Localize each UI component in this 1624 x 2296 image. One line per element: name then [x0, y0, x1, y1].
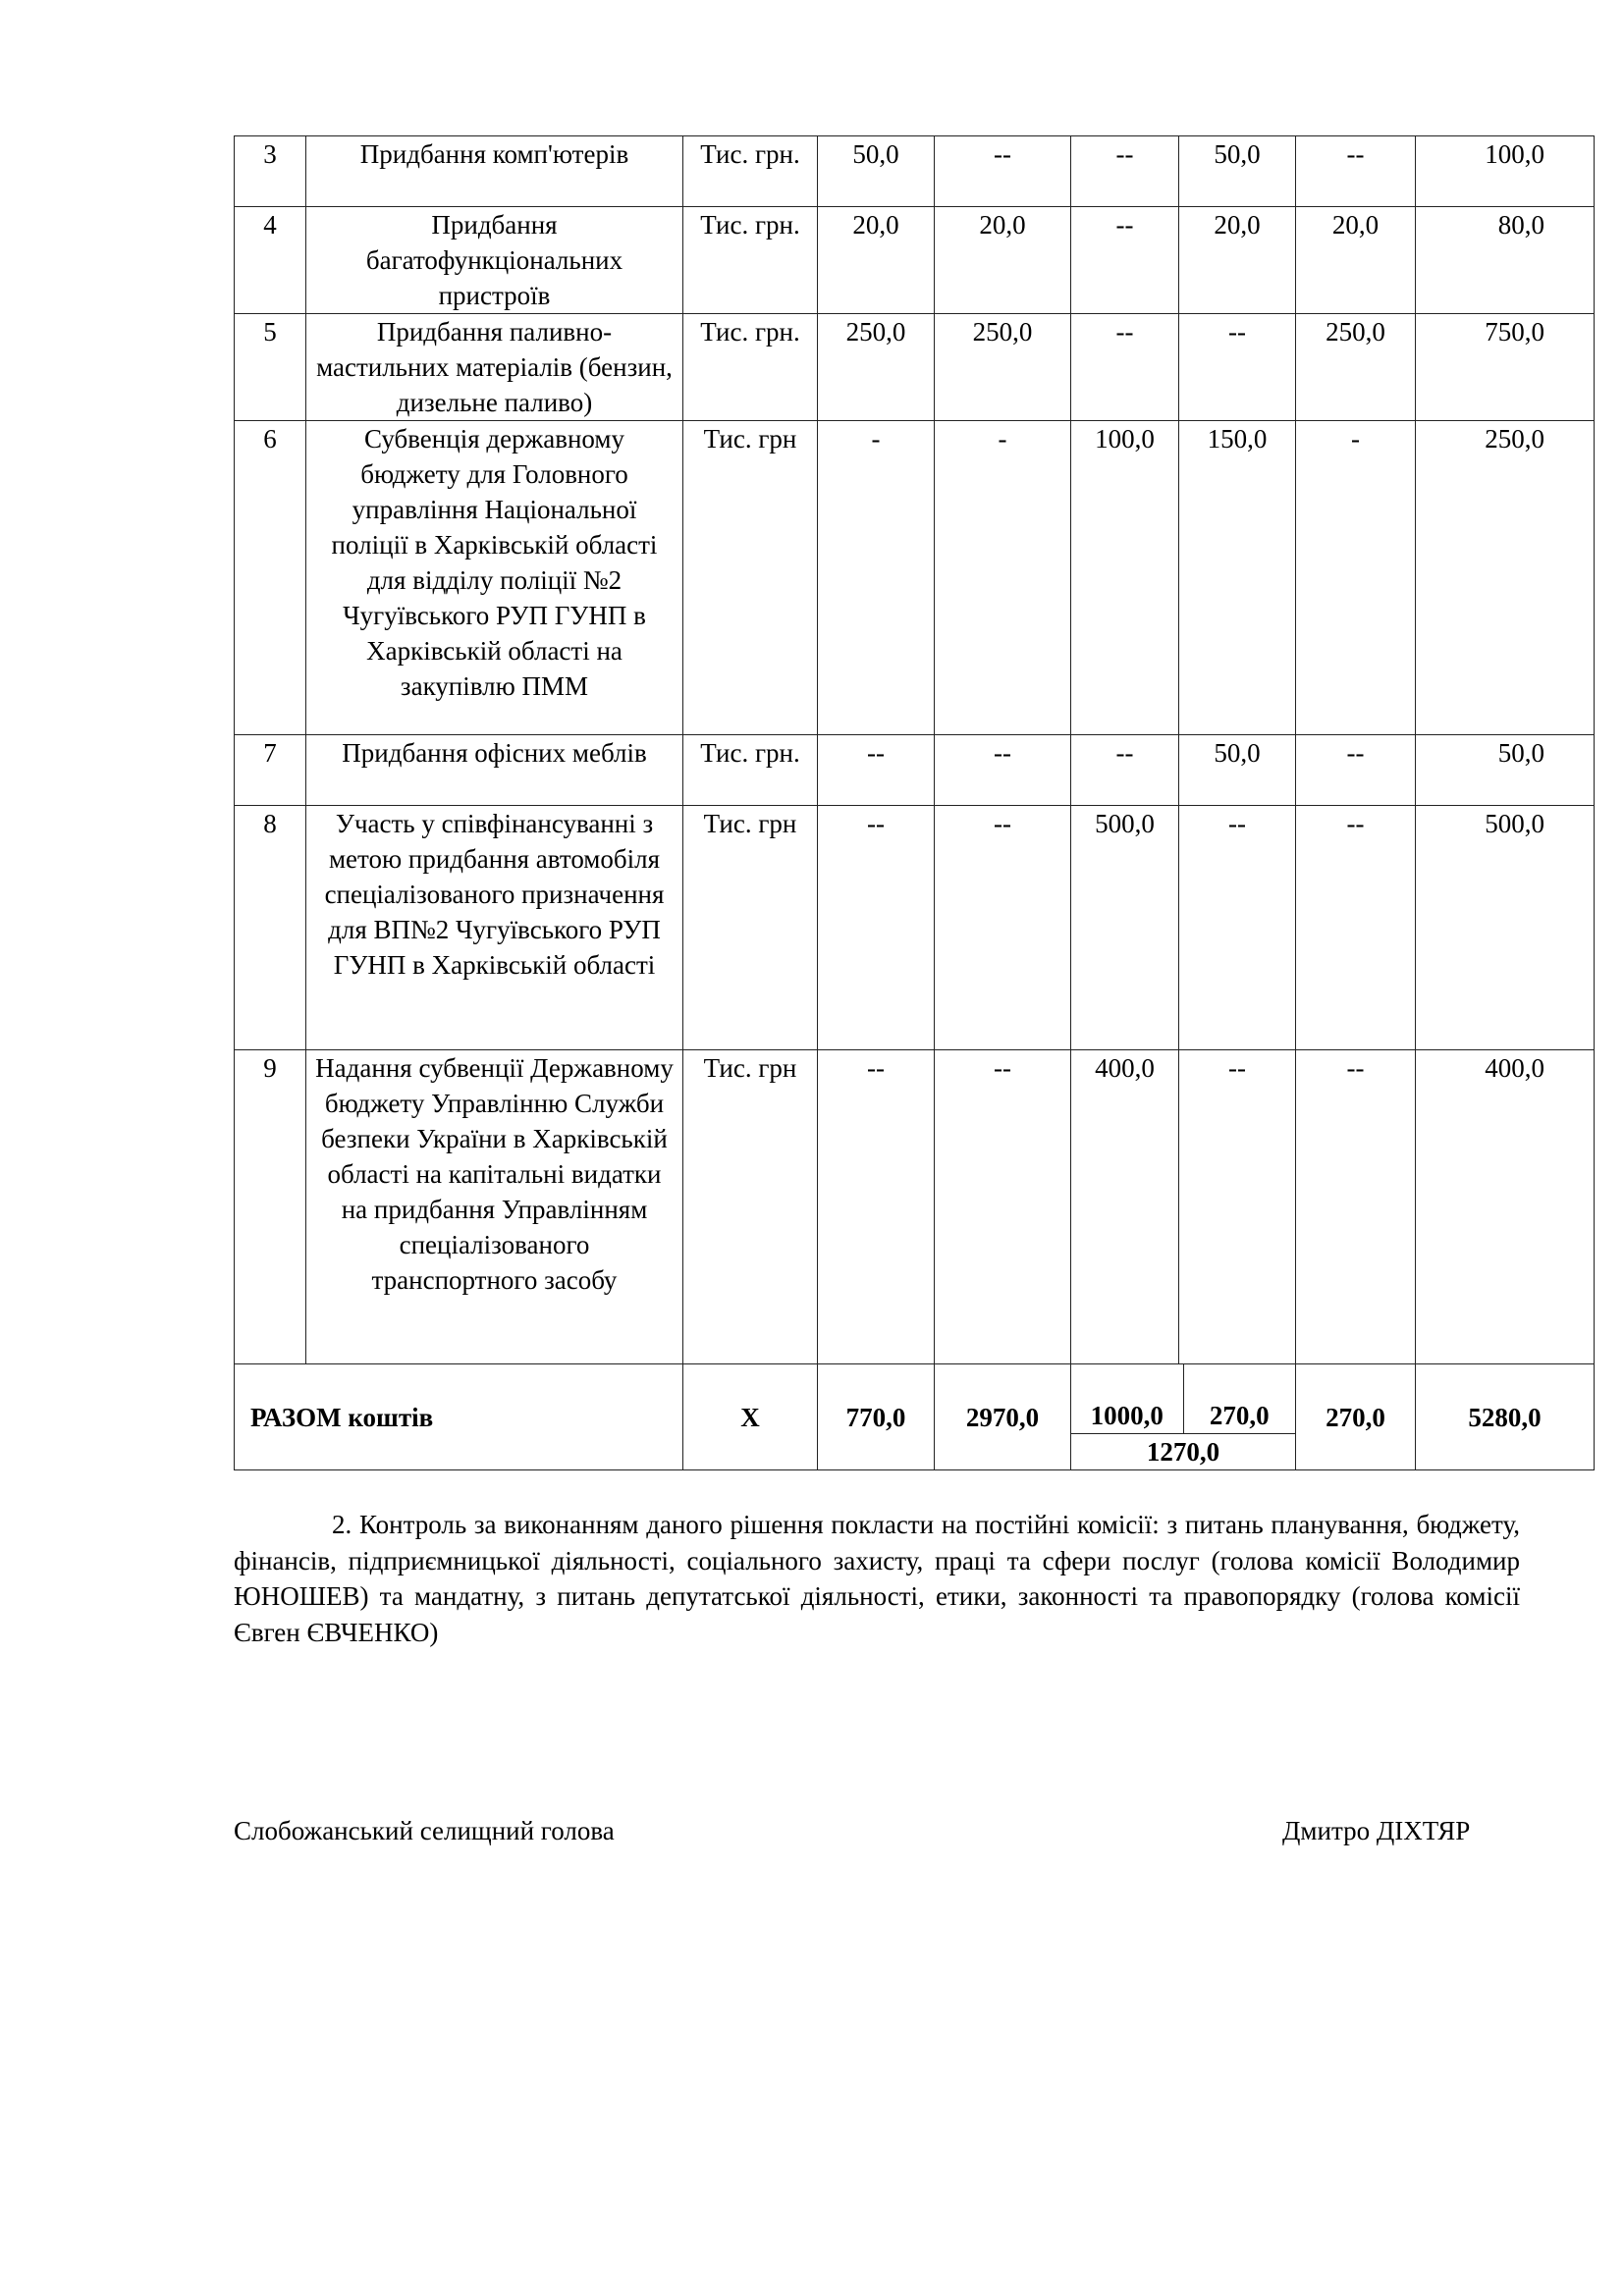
row-v3: -- — [1071, 314, 1179, 421]
row-v4: 150,0 — [1179, 421, 1296, 735]
row-v4: 50,0 — [1179, 136, 1296, 207]
table-row — [235, 806, 1595, 1050]
row-v2: -- — [935, 806, 1071, 1050]
row-v3: -- — [1071, 136, 1179, 207]
row-name: Участь у співфінансуванні з метою придбання автомобіля спеціалізованого призначення для ВП№2 Чугуївського РУП ГУНП в Харківській області — [306, 806, 683, 1050]
total-v1: 770,0 — [818, 1364, 935, 1470]
row-v4: -- — [1179, 1050, 1296, 1364]
row-v1: 250,0 — [818, 314, 935, 421]
row-v1: -- — [818, 806, 935, 1050]
total-v2: 2970,0 — [935, 1364, 1071, 1470]
row-number: 7 — [235, 735, 306, 806]
total-v3: 1000,0 — [1071, 1364, 1184, 1433]
row-v3: -- — [1071, 735, 1179, 806]
row-unit: Тис. грн. — [683, 735, 818, 806]
row-name: Придбання паливно-мастильних матеріалів (бензин, дизельне паливо) — [306, 314, 683, 421]
row-unit: Тис. грн — [683, 806, 818, 1050]
signature-position: Слобожанський селищний голова — [234, 1816, 615, 1845]
row-v2: -- — [935, 735, 1071, 806]
total-v3-v4-sum: 1270,0 — [1146, 1437, 1220, 1467]
row-name: Придбання багатофункціональних пристроїв — [306, 207, 683, 314]
row-total: 750,0 — [1416, 314, 1595, 421]
row-unit: Тис. грн. — [683, 314, 818, 421]
row-v2: -- — [935, 1050, 1071, 1364]
total-row — [235, 1364, 1595, 1470]
row-v2: - — [935, 421, 1071, 735]
total-v4: 270,0 — [1209, 1401, 1270, 1430]
row-v1: -- — [818, 1050, 935, 1364]
row-v3: 500,0 — [1071, 806, 1179, 1050]
row-name: Придбання комп'ютерів — [306, 136, 683, 207]
row-v4: -- — [1179, 314, 1296, 421]
row-total: 100,0 — [1416, 136, 1595, 207]
row-v5: -- — [1296, 136, 1416, 207]
row-total: 50,0 — [1416, 735, 1595, 806]
row-total: 500,0 — [1416, 806, 1595, 1050]
row-number: 6 — [235, 421, 306, 735]
row-v1: 20,0 — [818, 207, 935, 314]
total-v5: 270,0 — [1296, 1364, 1416, 1470]
row-unit: Тис. грн — [683, 421, 818, 735]
row-v5: 20,0 — [1296, 207, 1416, 314]
row-v3: 100,0 — [1071, 421, 1179, 735]
row-name: Надання субвенції Державному бюджету Управлінню Служби безпеки України в Харківській області на капітальні видатки на придбання Управлінням спеціалізованого транспортного засобу — [306, 1050, 683, 1364]
row-name: Придбання офісних меблів — [306, 735, 683, 806]
row-v1: -- — [818, 735, 935, 806]
table-row — [235, 136, 1595, 207]
row-v4: -- — [1179, 806, 1296, 1050]
table-row — [235, 207, 1595, 314]
row-name: Субвенція державному бюджету для Головного управління Національної поліції в Харківській області для відділу поліції №2 Чугуївського РУП ГУНП в Харківській області на закупівлю ПММ — [306, 421, 683, 735]
row-unit: Тис. грн — [683, 1050, 818, 1364]
row-number: 9 — [235, 1050, 306, 1364]
row-total: 250,0 — [1416, 421, 1595, 735]
row-total: 400,0 — [1416, 1050, 1595, 1364]
row-v2: 20,0 — [935, 207, 1071, 314]
table-row — [235, 1050, 1595, 1364]
row-v1: 50,0 — [818, 136, 935, 207]
row-v3: 400,0 — [1071, 1050, 1179, 1364]
table-row — [235, 314, 1595, 421]
grand-total: 5280,0 — [1416, 1364, 1595, 1470]
row-v5: -- — [1296, 1050, 1416, 1364]
signature-name: Дмитро ДІХТЯР — [1282, 1816, 1471, 1845]
row-number: 4 — [235, 207, 306, 314]
budget-table — [234, 135, 1595, 1470]
row-unit: Тис. грн. — [683, 207, 818, 314]
total-v3-v4-split — [1071, 1364, 1296, 1470]
row-v5: 250,0 — [1296, 314, 1416, 421]
row-unit: Тис. грн. — [683, 136, 818, 207]
row-v5: -- — [1296, 735, 1416, 806]
row-v5: -- — [1296, 806, 1416, 1050]
row-v1: - — [818, 421, 935, 735]
row-number: 3 — [235, 136, 306, 207]
row-total: 80,0 — [1416, 207, 1595, 314]
row-v3: -- — [1071, 207, 1179, 314]
row-v2: 250,0 — [935, 314, 1071, 421]
total-label: РАЗОМ коштів — [235, 1364, 683, 1470]
row-number: 5 — [235, 314, 306, 421]
row-number: 8 — [235, 806, 306, 1050]
total-unit: Х — [683, 1364, 818, 1470]
row-v4: 50,0 — [1179, 735, 1296, 806]
table-row — [235, 735, 1595, 806]
table-row — [235, 421, 1595, 735]
row-v4: 20,0 — [1179, 207, 1296, 314]
row-v5: - — [1296, 421, 1416, 735]
control-paragraph: 2. Контроль за виконанням даного рішення покласти на постійні комісії: з питань планування, бюджету, фінансів, підприємницької діяльності, соціального захисту, праці та сфери послуг (голова комісії Володимир ЮНОШЕВ) та мандатну, з питань депутатської діяльності, етики, законності та правопорядку (голова комісії Євген ЄВЧЕНКО) — [234, 1510, 1520, 1647]
row-v2: -- — [935, 136, 1071, 207]
